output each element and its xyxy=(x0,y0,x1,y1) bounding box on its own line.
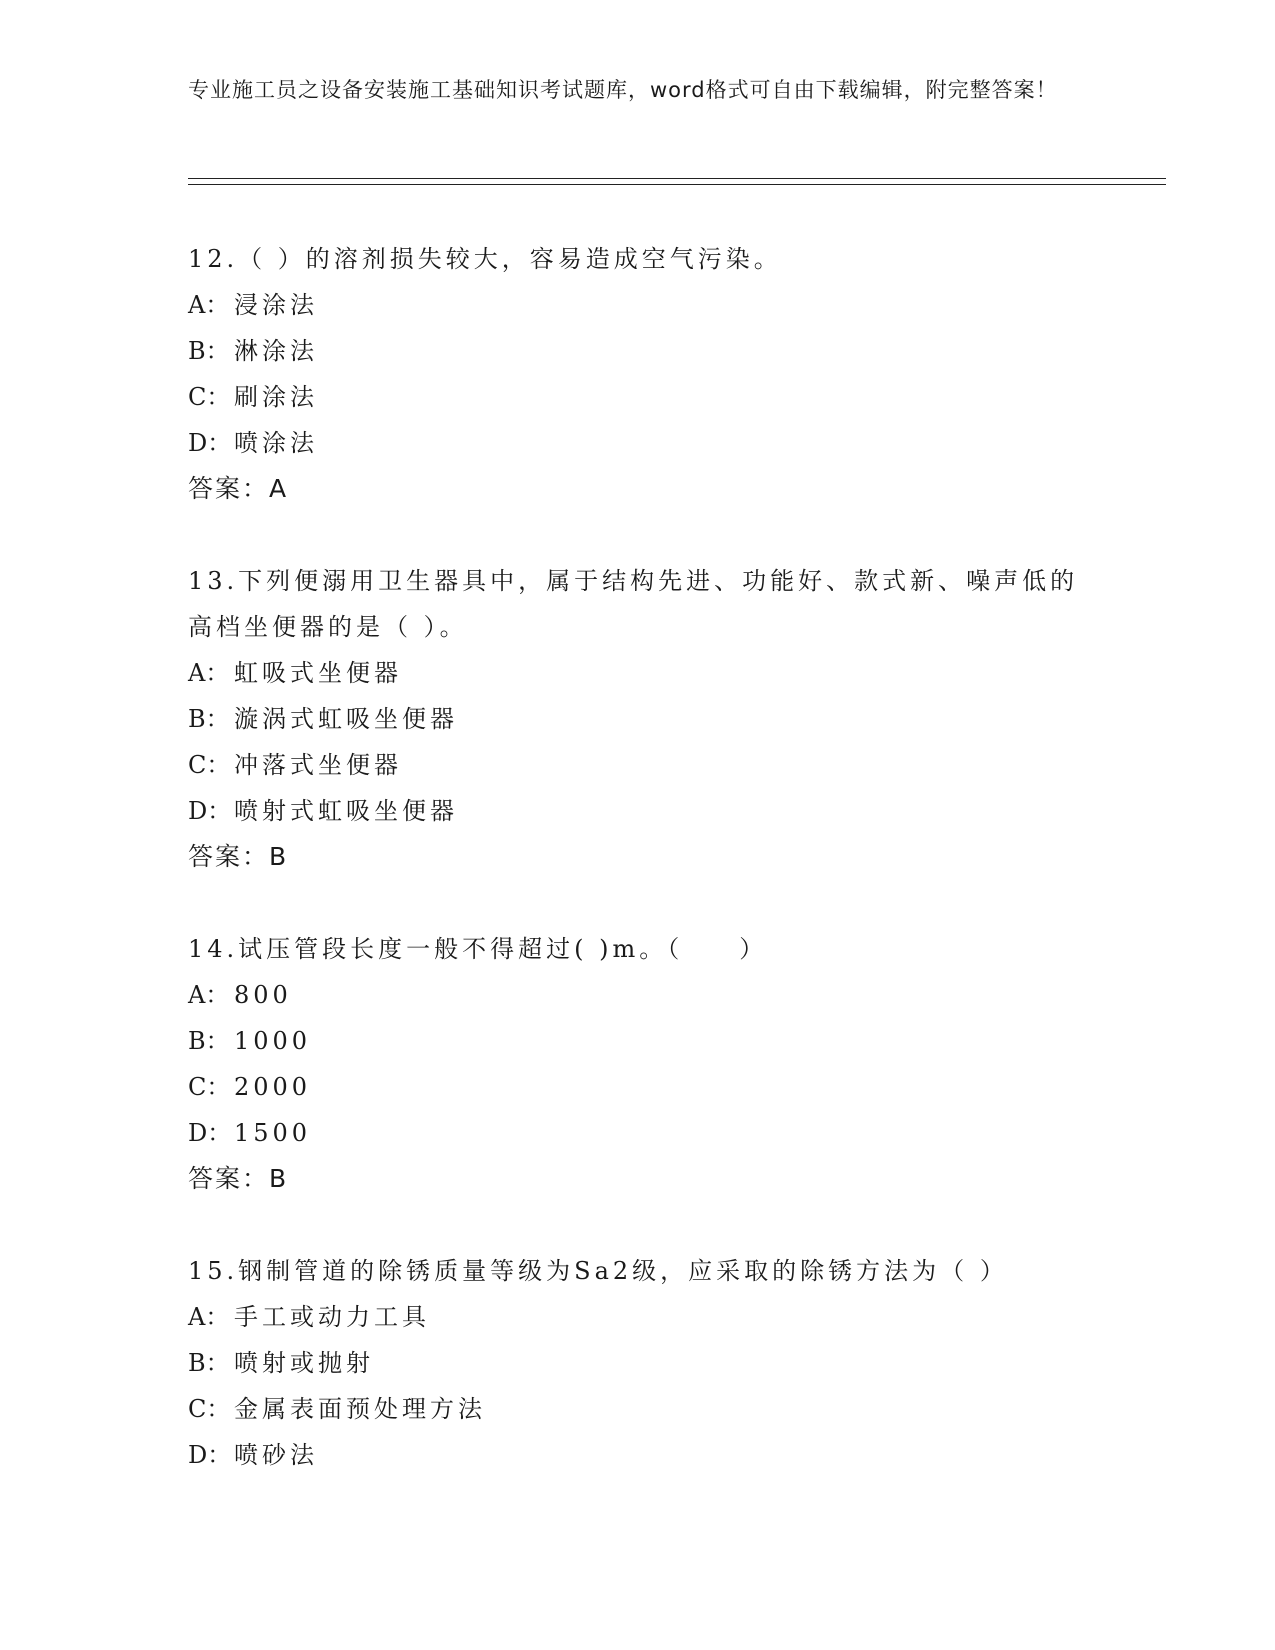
header-divider-top xyxy=(188,178,1166,179)
option-b xyxy=(188,1018,1088,1064)
option-b xyxy=(188,1340,1088,1386)
option-a xyxy=(188,650,1088,696)
question-12 xyxy=(188,236,1088,512)
option-b xyxy=(188,328,1088,374)
option-a xyxy=(188,972,1088,1018)
option-text: 喷射式虹吸坐便器 xyxy=(234,797,458,825)
option-text: 喷砂法 xyxy=(234,1441,318,1469)
option-key: D： xyxy=(188,429,232,457)
option-d xyxy=(188,1432,1088,1478)
option-text: 虹吸式坐便器 xyxy=(234,659,402,687)
option-key: D： xyxy=(188,1119,232,1147)
option-key: B： xyxy=(188,1027,230,1055)
answer: 答案：B xyxy=(188,842,289,871)
option-key: C： xyxy=(188,383,231,411)
option-key: C： xyxy=(188,1073,231,1101)
question-stem: 13.下列便溺用卫生器具中，属于结构先进、功能好、款式新、噪声低的高档坐便器的是（ ）。 xyxy=(188,567,1079,641)
option-a xyxy=(188,1294,1088,1340)
header-divider-bottom xyxy=(188,184,1166,185)
option-key: A： xyxy=(188,1303,230,1331)
option-d xyxy=(188,420,1088,466)
option-text: 漩涡式虹吸坐便器 xyxy=(234,705,458,733)
question-stem: 12.（ ）的溶剂损失较大，容易造成空气污染。 xyxy=(188,245,782,273)
option-text: 1500 xyxy=(234,1119,312,1147)
option-text: 刷涂法 xyxy=(234,383,318,411)
option-key: C： xyxy=(188,751,231,779)
option-text: 手工或动力工具 xyxy=(234,1303,430,1331)
option-key: B： xyxy=(188,1349,230,1377)
option-text: 淋涂法 xyxy=(234,337,318,365)
option-d xyxy=(188,788,1088,834)
option-text: 喷射或抛射 xyxy=(234,1349,374,1377)
option-d xyxy=(188,1110,1088,1156)
option-text: 金属表面预处理方法 xyxy=(234,1395,486,1423)
question-15 xyxy=(188,1248,1088,1478)
option-key: C： xyxy=(188,1395,231,1423)
option-text: 冲落式坐便器 xyxy=(234,751,402,779)
option-key: D： xyxy=(188,797,232,825)
option-text: 800 xyxy=(234,981,292,1009)
option-text: 喷涂法 xyxy=(234,429,318,457)
question-13 xyxy=(188,558,1088,880)
option-text: 1000 xyxy=(234,1027,312,1055)
option-key: D： xyxy=(188,1441,232,1469)
option-c xyxy=(188,374,1088,420)
question-14 xyxy=(188,926,1088,1202)
question-stem: 14.试压管段长度一般不得超过( )m。（ ） xyxy=(188,935,768,963)
option-key: B： xyxy=(188,337,230,365)
option-c xyxy=(188,742,1088,788)
option-text: 2000 xyxy=(234,1073,312,1101)
option-text: 浸涂法 xyxy=(234,291,318,319)
option-key: A： xyxy=(188,659,230,687)
option-c xyxy=(188,1386,1088,1432)
option-key: A： xyxy=(188,291,230,319)
option-a xyxy=(188,282,1088,328)
option-key: B： xyxy=(188,705,230,733)
answer: 答案：B xyxy=(188,1164,289,1193)
option-c xyxy=(188,1064,1088,1110)
document-header: 专业施工员之设备安装施工基础知识考试题库，word格式可自由下载编辑，附完整答案！ xyxy=(188,78,1058,102)
option-b xyxy=(188,696,1088,742)
question-stem: 15.钢制管道的除锈质量等级为Sa2级，应采取的除锈方法为（ ） xyxy=(188,1257,1008,1285)
option-key: A： xyxy=(188,981,230,1009)
answer: 答案：A xyxy=(188,474,289,503)
